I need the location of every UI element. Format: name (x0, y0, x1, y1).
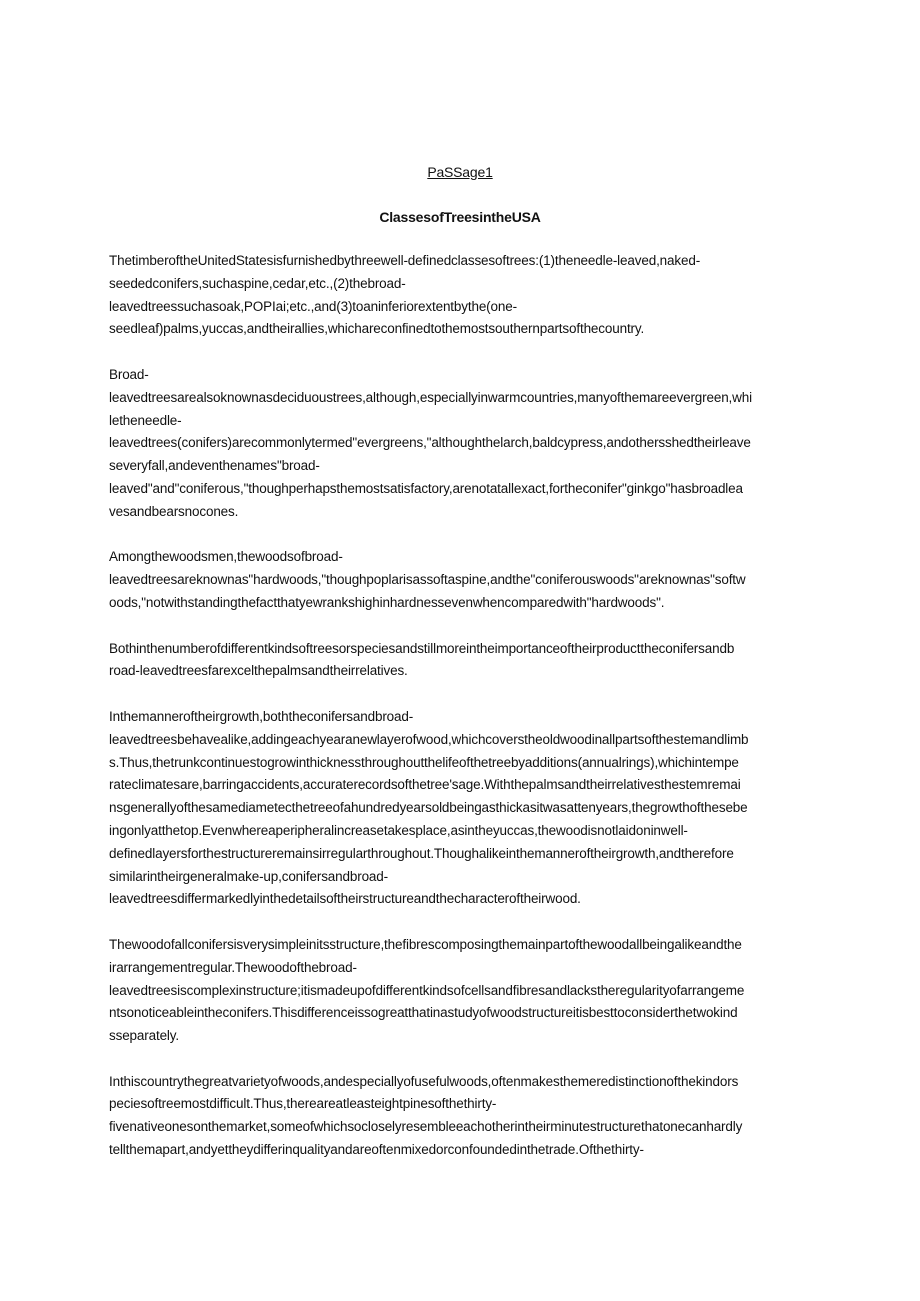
text-line: road-leavedtreesfarexcelthepalmsandtheirrelatives. (109, 663, 408, 679)
text-line: leavedtreessuchasoak,POPIai;etc.,and(3)toaninferiorextentbythe(one- (109, 298, 517, 314)
paragraph-3 (109, 546, 810, 614)
paragraph-5 (109, 706, 810, 911)
text-line: irarrangementregular.Thewoodofthebroad- (109, 959, 357, 975)
passage-title: ClassesofTreesintheUSA (379, 209, 541, 225)
text-line: oods,"notwithstandingthefactthatyewrankshighinhardnessevenwhencomparedwith"hardwoods". (109, 594, 665, 610)
text-line: seedleaf)palms,yuccas,andtheirallies,whichareconfinedtothemostsouthernpartsofthecountry. (109, 321, 645, 337)
text-line: Broad- (109, 366, 149, 382)
text-line: Bothinthenumberofdifferentkindsoftreesorspeciesandstillmoreintheimportanceoftheirproducttheconifersandb (109, 640, 735, 656)
text-line: leavedtreesarealsoknownasdeciduoustrees,although,especiallyinwarmcountries,manyofthemareevergreen,whi (109, 389, 752, 405)
paragraph-4 (109, 638, 810, 684)
text-line: ThetimberoftheUnitedStatesisfurnishedbythreewell-definedclassesoftrees:(1)theneedle-leaved,naked- (109, 253, 701, 268)
text-line: similarintheirgeneralmake-up,conifersandbroad- (109, 868, 388, 884)
paragraph-7 (109, 1071, 810, 1162)
text-line: letheneedle- (109, 412, 182, 428)
paragraph-2 (109, 364, 810, 524)
text-line: Inthiscountrythegreatvarietyofwoods,andespeciallyofusefulwoods,oftenmakesthemeredistinctionofthekindors (109, 1073, 739, 1089)
text-line: peciesoftreemostdifficult.Thus,thereareatleasteightpinesofthethirty- (109, 1096, 497, 1112)
text-line: ingonlyatthetop.Evenwhereaperipheralincreasetakesplace,asintheyuccas,thewoodisnotlaidoninwell- (109, 822, 688, 838)
passage-body (109, 250, 810, 1185)
text-line: seededconifers,suchaspine,cedar,etc.,(2)thebroad- (109, 275, 406, 291)
text-line: nsgenerallyofthesamediametecthetreeofahundredyearsoldbeingasthickasitwasattenyears,thegrowthofthesebe (109, 800, 748, 816)
text-line: Amongthewoodsmen,thewoodsofbroad- (109, 549, 343, 565)
text-line: leavedtreesiscomplexinstructure;itismadeupofdifferentkindsofcellsandfibresandlackstheregularityofarrangeme (109, 982, 745, 998)
text-line: vesandbearsnocones. (109, 503, 239, 519)
paragraph-1 (109, 250, 810, 341)
text-line: Inthemanneroftheirgrowth,boththeconifersandbroad- (109, 708, 414, 724)
text-line: definedlayersforthestructureremainsirregularthroughout.Thoughalikeinthemanneroftheirgrowth,andtherefore (109, 845, 734, 861)
text-line: sseparately. (109, 1028, 179, 1044)
text-line: leaved"and"coniferous,"thoughperhapsthemostsatisfactory,arenotatallexact,fortheconifer"ginkgo"hasbroadlea (109, 480, 743, 496)
text-line: leavedtrees(conifers)arecommonlytermed"evergreens,"althoughthelarch,baldcypress,andothersshedtheirleave (109, 435, 751, 451)
passage-label: PaSSage1 (427, 164, 493, 180)
text-line: leavedtreesdiffermarkedlyinthedetailsoftheirstructureandthecharacteroftheirwood. (109, 891, 581, 907)
text-line: ntsonoticeableintheconifers.Thisdifferenceissogreatthatinastudyofwoodstructureitisbesttoconsiderthetwokind (109, 1005, 738, 1021)
text-line: leavedtreesbehavealike,addingeachyearanewlayerofwood,whichcoverstheoldwoodinallpartsofthestemandlimb (109, 731, 749, 747)
text-line: leavedtreesareknownas"hardwoods,"thoughpoplarisassoftaspine,andthe"coniferouswoods"areknownas"softw (109, 572, 746, 588)
text-line: Thewoodofallconifersisverysimpleinitsstructure,thefibrescomposingthemainpartofthewoodallbeingalikeandthe (109, 936, 742, 952)
text-line: tellthemapart,andyettheydifferinqualityandareoftenmixedorconfoundedinthetrade.Ofthethirty- (109, 1142, 644, 1158)
text-line: s.Thus,thetrunkcontinuestogrowinthicknessthroughoutthelifeofthetreebyadditions(annualrings),whichintempe (109, 754, 739, 770)
text-line: fivenativeonesonthemarket,someofwhichsocloselyresembleeachotherintheirminutestructurethatonecanhardly (109, 1119, 743, 1135)
paragraph-6 (109, 934, 810, 1048)
text-line: severyfall,andeventhenames"broad- (109, 458, 320, 474)
text-line: rateclimatesare,barringaccidents,accuraterecordsofthetree'sage.Withthepalmsandtheirrelativesthestemremai (109, 777, 741, 793)
